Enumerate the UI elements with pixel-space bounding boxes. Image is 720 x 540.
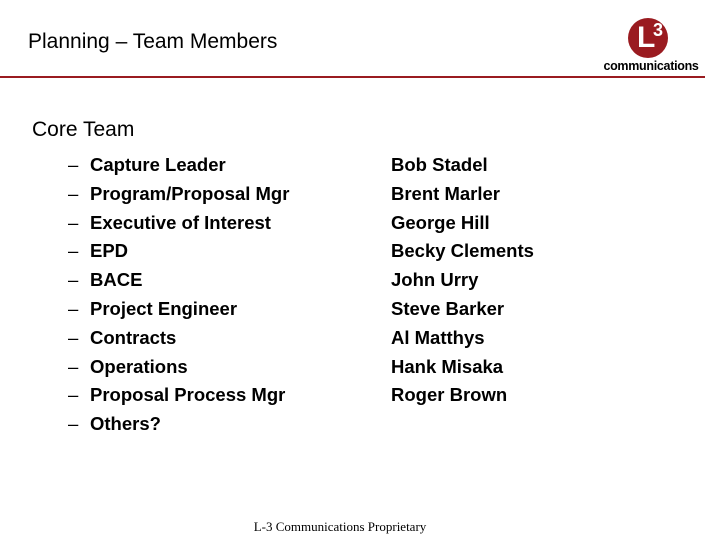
role-label: BACE bbox=[90, 269, 143, 291]
role-item bbox=[68, 381, 289, 410]
role-item bbox=[68, 324, 289, 353]
member-name: Brent Marler bbox=[391, 182, 500, 204]
role-item bbox=[68, 151, 289, 180]
role-label: Program/Proposal Mgr bbox=[90, 182, 290, 204]
member-name: Al Matthys bbox=[391, 326, 485, 348]
role-label: Others? bbox=[90, 413, 161, 435]
role-label: Executive of Interest bbox=[90, 211, 271, 233]
member-name: Steve Barker bbox=[391, 297, 505, 319]
bullet-dash: – bbox=[68, 211, 79, 233]
role-item bbox=[68, 209, 289, 238]
bullet-dash: – bbox=[68, 154, 79, 175]
role-label: EPD bbox=[90, 240, 129, 262]
bullet-dash: – bbox=[68, 269, 79, 291]
role-label: Proposal Process Mgr bbox=[90, 384, 286, 406]
role-item bbox=[68, 295, 289, 324]
bullet-dash: – bbox=[68, 240, 79, 262]
footer-proprietary: L-3 Communications Proprietary bbox=[253, 519, 427, 534]
role-label: Contracts bbox=[90, 326, 177, 348]
names-list bbox=[391, 151, 534, 410]
member-name: George Hill bbox=[391, 211, 490, 233]
role-label: Capture Leader bbox=[90, 154, 226, 175]
bullet-dash: – bbox=[68, 355, 79, 377]
role-label: Operations bbox=[90, 355, 188, 377]
member-name: John Urry bbox=[391, 269, 479, 291]
role-item bbox=[68, 410, 289, 439]
logo-wordmark: communications bbox=[603, 59, 699, 73]
section-heading: Core Team bbox=[32, 118, 135, 141]
role-item bbox=[68, 237, 289, 266]
bullet-dash: – bbox=[68, 413, 79, 435]
member-name: Roger Brown bbox=[391, 384, 508, 406]
role-label: Project Engineer bbox=[90, 297, 238, 319]
page-title: Planning – Team Members bbox=[28, 30, 278, 53]
roles-list bbox=[68, 151, 289, 439]
member-name: Becky Clements bbox=[391, 240, 534, 262]
logo-digit: 3 bbox=[653, 20, 664, 40]
logo-letter: L bbox=[637, 21, 656, 54]
role-item bbox=[68, 180, 289, 209]
member-name: Hank Misaka bbox=[391, 355, 504, 377]
role-item bbox=[68, 266, 289, 295]
bullet-dash: – bbox=[68, 326, 79, 348]
member-name: Bob Stadel bbox=[391, 154, 488, 175]
bullet-dash: – bbox=[68, 384, 79, 406]
header-divider bbox=[0, 76, 705, 78]
role-item bbox=[68, 353, 289, 382]
bullet-dash: – bbox=[68, 297, 79, 319]
l3-logo bbox=[595, 18, 707, 74]
bullet-dash: – bbox=[68, 182, 79, 204]
